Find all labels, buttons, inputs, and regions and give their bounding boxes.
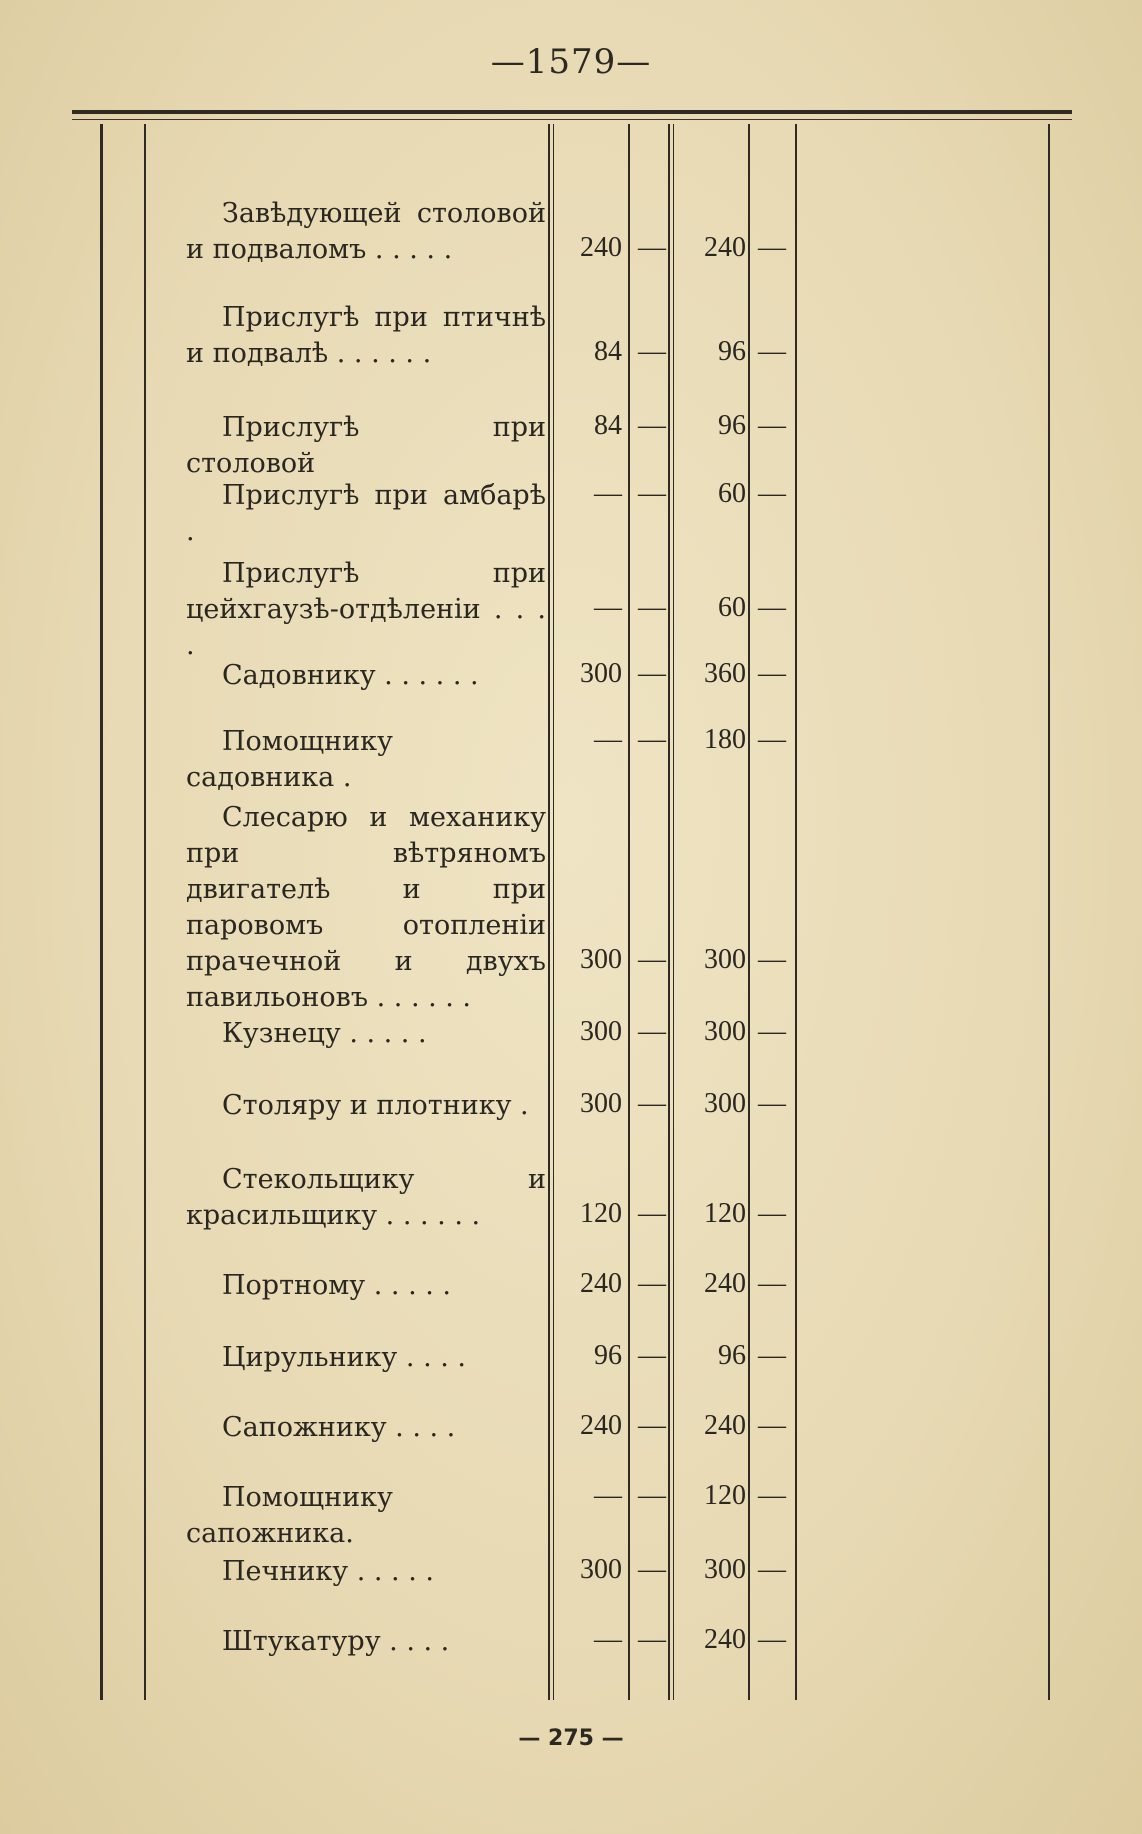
value-1: 240	[580, 1268, 622, 1299]
value-1: 120	[580, 1198, 622, 1229]
value-1: —	[594, 724, 622, 755]
row-description: Столяру и плотнику .	[222, 1090, 529, 1121]
value-1: 300	[580, 1016, 622, 1047]
dash-1: —	[638, 478, 666, 509]
value-1: 300	[580, 944, 622, 975]
row-description: Прислугѣ при цейхгаузѣ-отдѣленіи . . . .	[186, 558, 546, 661]
value-2: 120	[704, 1198, 746, 1229]
value-2: 300	[704, 1554, 746, 1585]
dash-1: —	[638, 944, 666, 975]
row-description: Штукатуру . . . .	[222, 1626, 450, 1657]
row-description: Стекольщику и красильщику . . . . . .	[186, 1164, 546, 1231]
value-1: —	[594, 478, 622, 509]
value-1: 84	[594, 410, 622, 441]
value-2: 240	[704, 232, 746, 263]
dash-2: —	[758, 1554, 786, 1585]
value-2: 300	[704, 1016, 746, 1047]
row-description: Помощнику садовника .	[186, 726, 393, 793]
row-description: Сапожнику . . . .	[222, 1412, 456, 1443]
value-2: 120	[704, 1480, 746, 1511]
dash-2: —	[758, 944, 786, 975]
value-2: 60	[718, 592, 746, 623]
value-1: 300	[580, 1088, 622, 1119]
dash-1: —	[638, 1198, 666, 1229]
dash-2: —	[758, 1480, 786, 1511]
dash-1: —	[638, 592, 666, 623]
dash-1: —	[638, 724, 666, 755]
value-2: 60	[718, 478, 746, 509]
row-description: Слесарю и механику при вѣтряномъ двигателѣ и при паровомъ отопленіи прачечной и двухъ павильоновъ . . . . . .	[186, 802, 546, 1013]
dash-1: —	[638, 1016, 666, 1047]
row-description: Кузнецу . . . . .	[222, 1018, 427, 1049]
value-2: 180	[704, 724, 746, 755]
row-description: Прислугѣ при столовой	[186, 412, 546, 479]
value-1: —	[594, 1480, 622, 1511]
value-2: 240	[704, 1410, 746, 1441]
dash-1: —	[638, 336, 666, 367]
dash-2: —	[758, 1016, 786, 1047]
value-1: 240	[580, 232, 622, 263]
value-1: 96	[594, 1340, 622, 1371]
dash-1: —	[638, 1624, 666, 1655]
value-1: 84	[594, 336, 622, 367]
value-2: 300	[704, 944, 746, 975]
value-2: 240	[704, 1624, 746, 1655]
value-1: 240	[580, 1410, 622, 1441]
value-1: 300	[580, 1554, 622, 1585]
value-2: 300	[704, 1088, 746, 1119]
row-description: Портному . . . . .	[222, 1270, 451, 1301]
value-2: 96	[718, 336, 746, 367]
dash-1: —	[638, 410, 666, 441]
dash-2: —	[758, 724, 786, 755]
value-2: 240	[704, 1268, 746, 1299]
dash-1: —	[638, 1268, 666, 1299]
value-2: 96	[718, 1340, 746, 1371]
row-description: Прислугѣ при амбарѣ .	[186, 480, 546, 547]
dash-1: —	[638, 1088, 666, 1119]
dash-2: —	[758, 410, 786, 441]
row-description: Помощнику сапожника.	[186, 1482, 393, 1549]
dash-2: —	[758, 1410, 786, 1441]
dash-1: —	[638, 658, 666, 689]
row-description: Прислугѣ при птичнѣ и подвалѣ . . . . . .	[186, 302, 546, 369]
value-1: —	[594, 1624, 622, 1655]
page-footer-number: — 275 —	[518, 1726, 624, 1751]
value-2: 96	[718, 410, 746, 441]
dash-2: —	[758, 658, 786, 689]
dash-2: —	[758, 478, 786, 509]
value-1: —	[594, 592, 622, 623]
value-1: 300	[580, 658, 622, 689]
dash-1: —	[638, 1340, 666, 1371]
dash-2: —	[758, 1340, 786, 1371]
dash-2: —	[758, 1624, 786, 1655]
page-header-number: —1579—	[490, 42, 652, 82]
row-description: Печнику . . . . .	[222, 1556, 434, 1587]
dash-2: —	[758, 592, 786, 623]
row-description: Цирульнику . . . .	[222, 1342, 466, 1373]
dash-1: —	[638, 1554, 666, 1585]
dash-2: —	[758, 232, 786, 263]
dash-2: —	[758, 1268, 786, 1299]
dash-2: —	[758, 1198, 786, 1229]
dash-2: —	[758, 336, 786, 367]
value-2: 360	[704, 658, 746, 689]
row-description: Завѣдующей столовой и подваломъ . . . . .	[186, 198, 546, 265]
dash-1: —	[638, 1480, 666, 1511]
row-description: Садовнику . . . . . .	[222, 660, 479, 691]
dash-1: —	[638, 232, 666, 263]
dash-1: —	[638, 1410, 666, 1441]
dash-2: —	[758, 1088, 786, 1119]
